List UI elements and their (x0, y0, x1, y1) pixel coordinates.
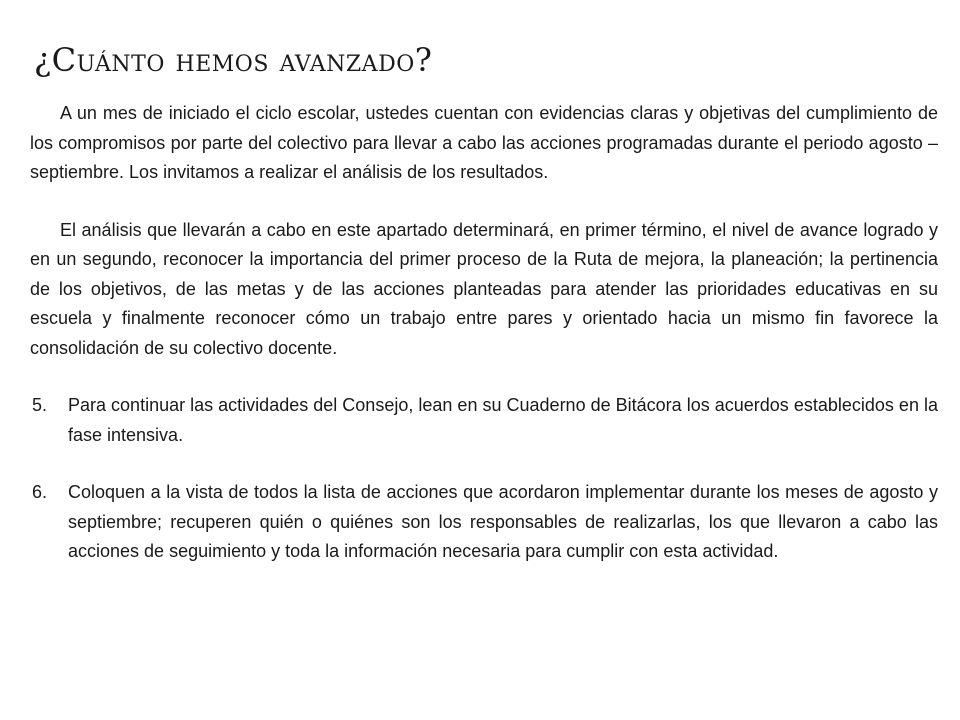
list-item (30, 391, 938, 450)
list-item (30, 478, 938, 567)
document-body (30, 99, 938, 567)
intro-paragraph: A un mes de iniciado el ciclo escolar, ustedes cuentan con evidencias claras y objetivas del cumplimiento de los compromisos por parte del colectivo para llevar a cabo las acciones programadas durante el periodo agosto – septiembre. Los invitamos a realizar el análisis de los resultados. (30, 103, 938, 182)
page-title: ¿Cuánto hemos avanzado? (34, 41, 433, 79)
list-item-text: Para continuar las actividades del Consejo, lean en su Cuaderno de Bitácora los acuerdos establecidos en la fase intensiva. (68, 395, 938, 445)
list-item-number: 6. (32, 482, 48, 502)
list-item-number: 5. (32, 395, 48, 415)
numbered-list (30, 391, 938, 567)
list-item-text: Coloquen a la vista de todos la lista de acciones que acordaron implementar durante los meses de agosto y septiembre; recuperen quién o quiénes son los responsables de realizarlas, los que llevaron a cabo las acciones de seguimiento y toda la información necesaria para cumplir con esta actividad. (68, 482, 938, 561)
analysis-paragraph: El análisis que llevarán a cabo en este apartado determinará, en primer término, el nivel de avance logrado y en un segundo, reconocer la importancia del primer proceso de la Ruta de mejora, la planeación; la pertinencia de los objetivos, de las metas y de las acciones planteadas para atender las prioridades educativas en su escuela y finalmente reconocer cómo un trabajo entre pares y orientado hacia un mismo fin favorece la consolidación de su colectivo docente. (30, 219, 938, 358)
